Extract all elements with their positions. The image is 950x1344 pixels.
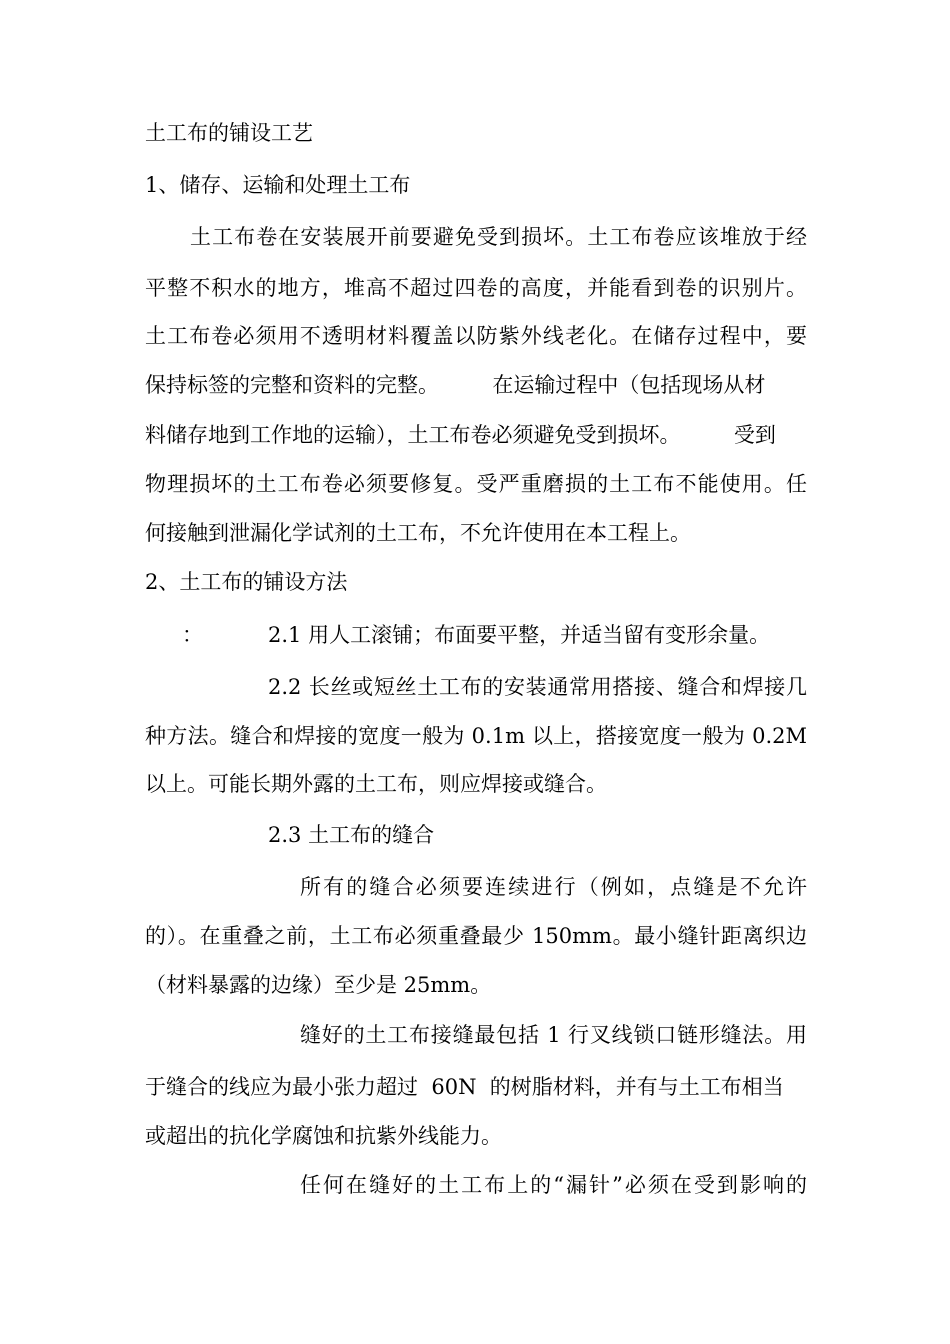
item-2-1-marker: ： [182,623,203,647]
item-2-2-line: 以上。可能长期外露的土工布，则应焊接或缝合。 [145,772,607,796]
item-2-3-para1-line: （材料暴露的边缘）至少是 25mm。 [145,973,492,997]
item-2-3-para1-line: 所有的缝合必须要连续进行（例如，点缝是不允许 [300,875,807,899]
item-2-1: 2.1 用人工滚铺；布面要平整，并适当留有变形余量。 [268,623,771,647]
item-2-3-para2-line: 或超出的抗化学腐蚀和抗紫外线能力。 [145,1124,502,1148]
paragraph-line: 料储存地到工作地的运输），土工布卷必须避免受到损坏。 受到 [145,423,776,447]
item-2-2-line: 种方法。缝合和焊接的宽度一般为 0.1m 以上，搭接宽度一般为 0.2M [145,724,807,748]
section-2-heading: 2、土工布的铺设方法 [145,570,348,594]
paragraph-line: 土工布卷在安装展开前要避免受到损坏。土工布卷应该堆放于经 [190,225,807,249]
item-2-3-para2-line: 缝好的土工布接缝最包括 1 行叉线锁口链形缝法。用 [300,1023,807,1047]
section-1-heading: 1、储存、运输和处理土工布 [145,173,411,197]
paragraph-line: 平整不积水的地方，堆高不超过四卷的高度，并能看到卷的识别片。 [145,276,807,300]
item-2-3-para2-line: 于缝合的线应为最小张力超过 60N 的树脂材料，并有与土工布相当 [145,1075,784,1099]
paragraph-line: 保持标签的完整和资料的完整。 在运输过程中（包括现场从材 [145,373,766,397]
paragraph-line: 土工布卷必须用不透明材料覆盖以防紫外线老化。在储存过程中，要 [145,324,807,348]
item-2-3-heading: 2.3 土工布的缝合 [268,823,435,847]
paragraph-line: 何接触到泄漏化学试剂的土工布，不允许使用在本工程上。 [145,521,691,545]
paragraph-line: 物理损坏的土工布卷必须要修复。受严重磨损的土工布不能使用。任 [145,472,807,496]
item-2-3-para3-line: 任何在缝好的土工布上的“漏针”必须在受到影响的 [300,1173,807,1197]
item-2-3-para1-line: 的）。在重叠之前，土工布必须重叠最少 150mm。最小缝针距离织边 [145,924,807,948]
item-2-2-line: 2.2 长丝或短丝土工布的安装通常用搭接、缝合和焊接几 [268,675,807,699]
document-title: 土工布的铺设工艺 [145,121,313,145]
